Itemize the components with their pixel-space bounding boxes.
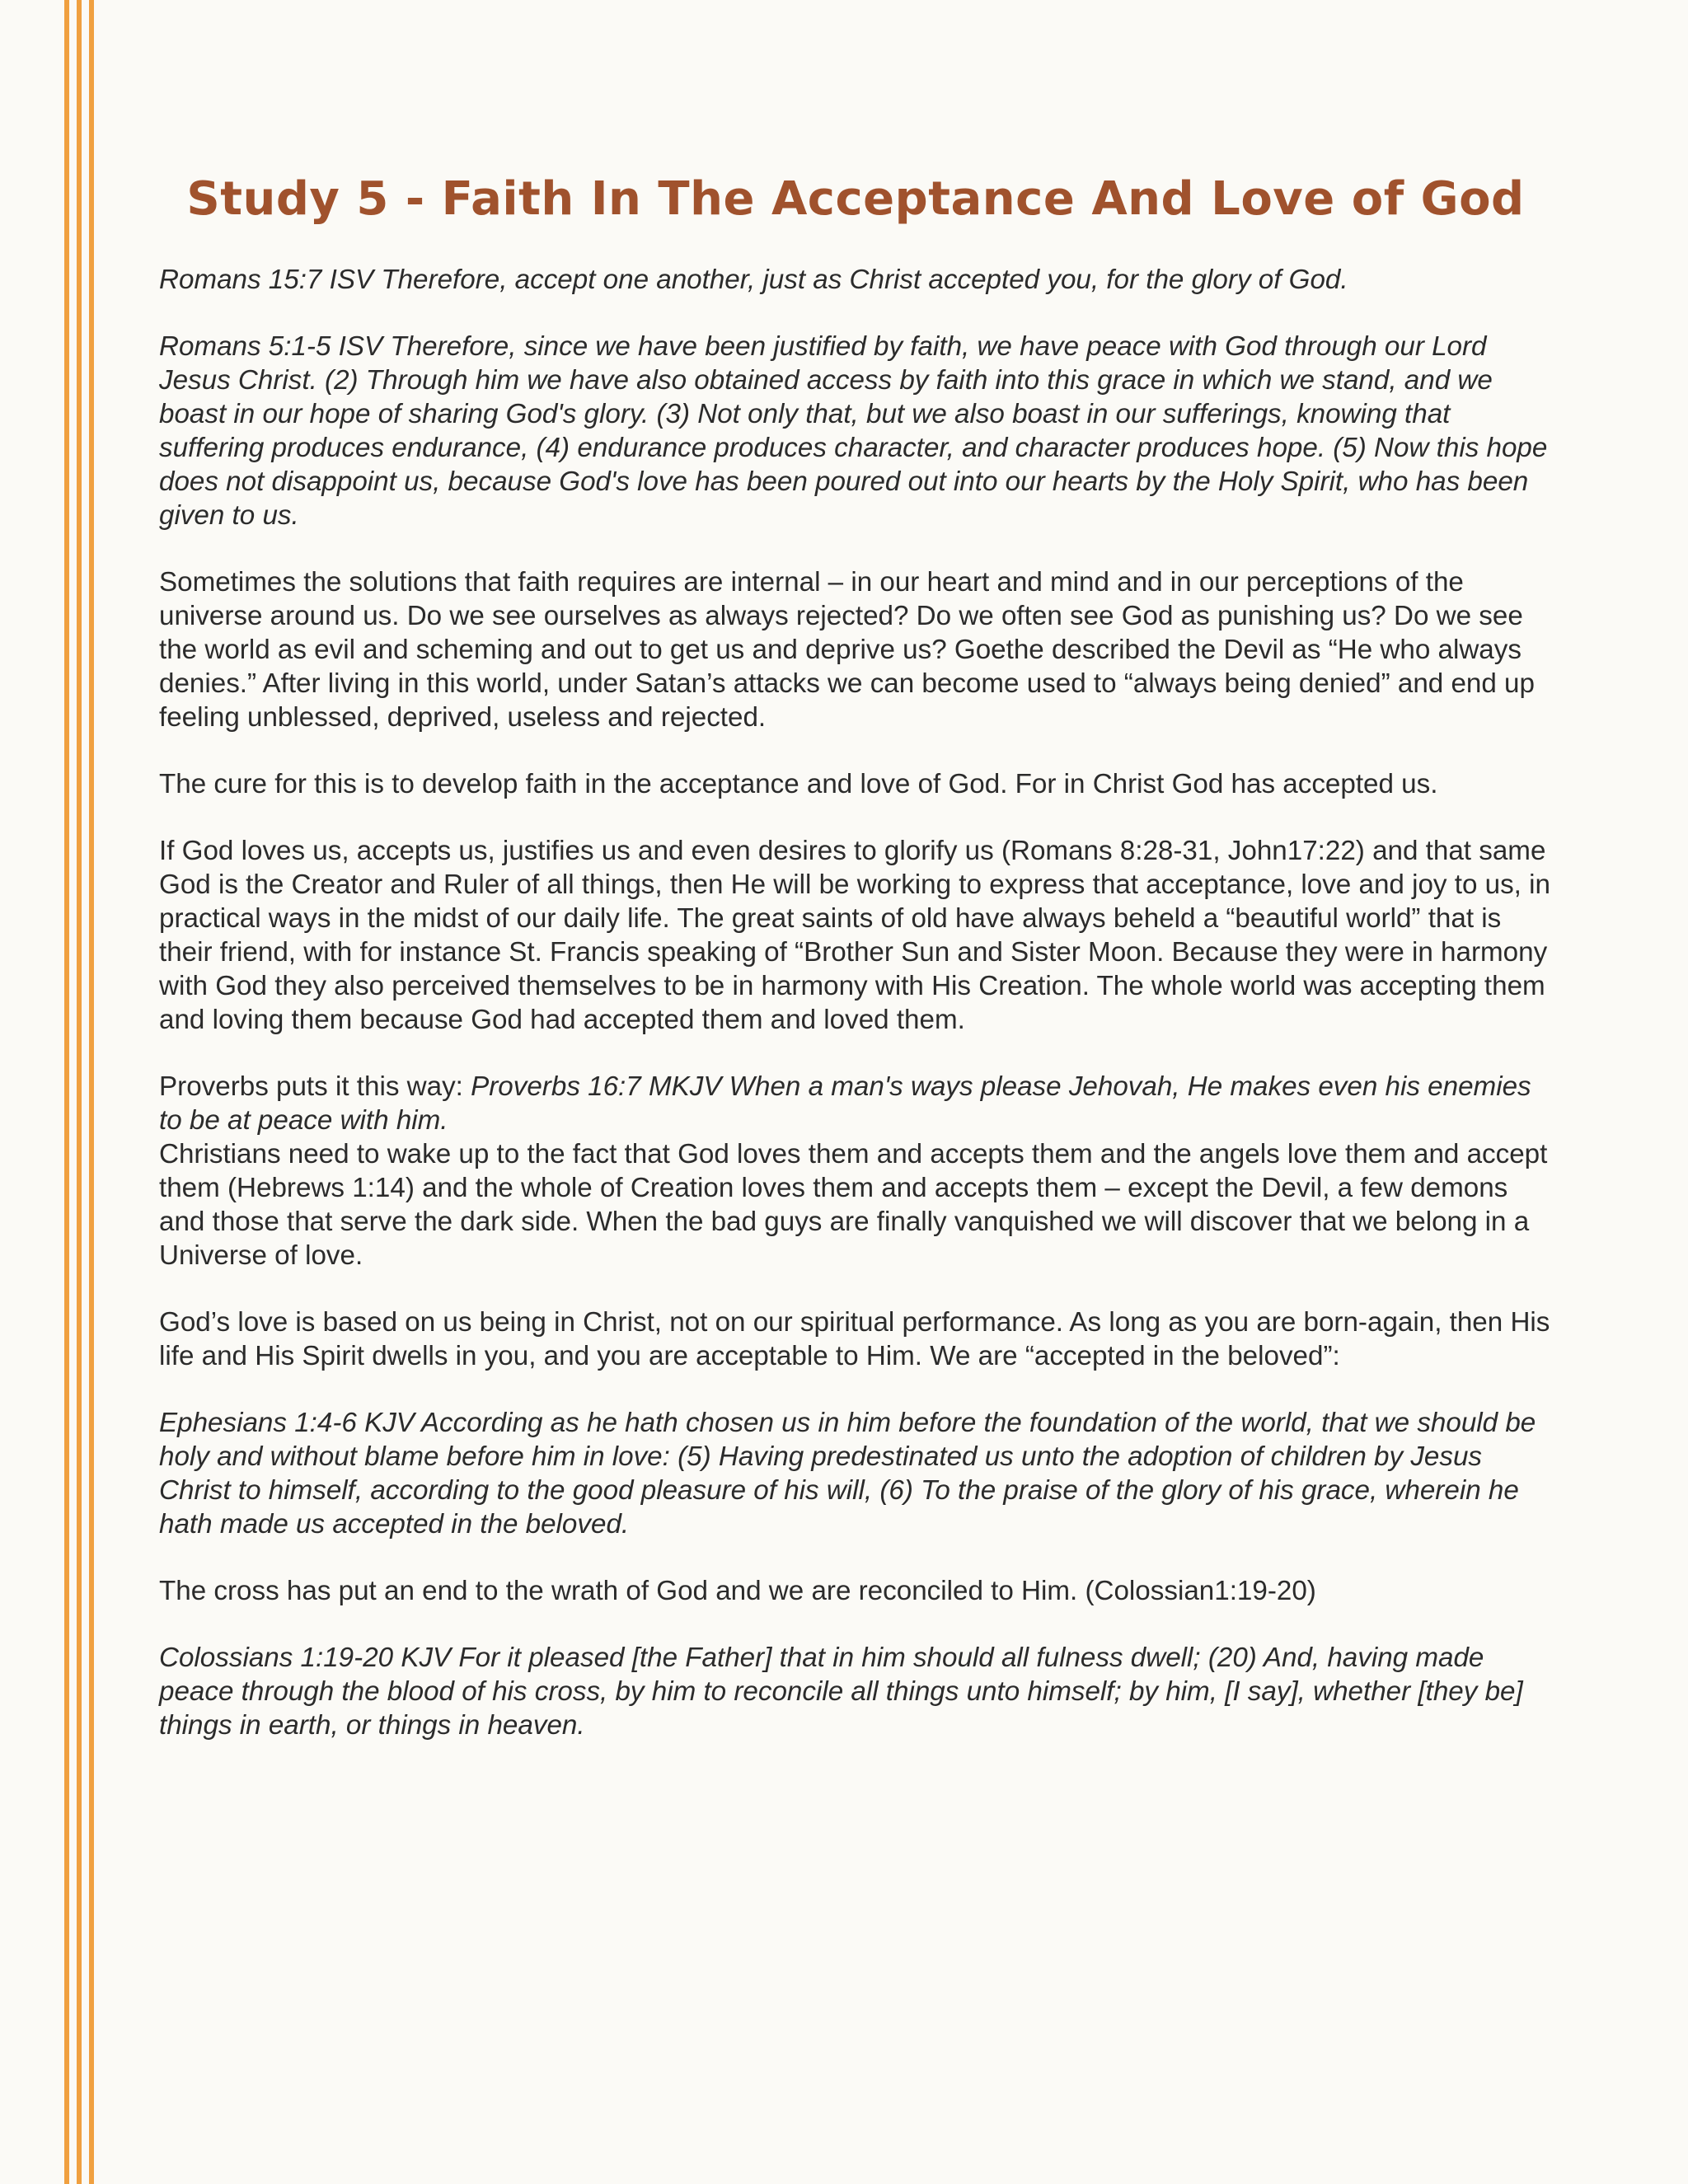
scripture-proverbs-16-7: Proverbs 16:7 MKJV When a man's ways please Jehovah, He makes even his enemies to be at peace with him.: [159, 1071, 1531, 1137]
paragraph-god-loves-us: If God loves us, accepts us, justifies us and even desires to glorify us (Romans 8:28-31, John17:22) and that same God is the Creator and Ruler of all things, then He will be working to express that acceptance, love and joy to us, in practical ways in the midst of our daily life. The great saints of old have always beheld a “beautiful world” that is their friend, with for instance St. Francis speaking of “Brother Sun and Sister Moon. Because they were in harmony with God they also perceived themselves to be in harmony with His Creation. The whole world was accepting them and loving them because God had accepted them and loved them.: [159, 836, 1550, 1036]
page-title: Study 5 - Faith In The Acceptance And Love of God: [186, 172, 1525, 226]
page-border-stripes: [64, 0, 94, 2184]
document-page: [159, 171, 1552, 1775]
paragraph-proverbs: [159, 1070, 1552, 1137]
proverbs-lead: Proverbs puts it this way:: [159, 1071, 471, 1103]
paragraph-christians-wake-up: Christians need to wake up to the fact that God loves them and accepts them and the angels love them and accept them (Hebrews 1:14) and the whole of Creation loves them and accepts them – except the Devil, a few demons and those that serve the dark side. When the bad guys are finally vanquished we will discover that we belong in a Universe of love.: [159, 1139, 1548, 1272]
border-stripe: [89, 0, 94, 2184]
paragraph-internal-solutions: Sometimes the solutions that faith requires are internal – in our heart and mind and in our perceptions of the universe around us. Do we see ourselves as always rejected? Do we often see God as punishing us? Do we see the world as evil and scheming and out to get us and deprive us? Goethe described the Devil as “He who always denies.” After living in this world, under Satan’s attacks we can become used to “always being denied” and end up feeling unblessed, deprived, useless and rejected.: [159, 567, 1535, 733]
border-stripe: [64, 0, 69, 2184]
scripture-romans-15-7: Romans 15:7 ISV Therefore, accept one another, just as Christ accepted you, for the glory of God.: [159, 265, 1348, 296]
paragraph-gods-love: God’s love is based on us being in Christ, not on our spiritual performance. As long as you are born-again, then His life and His Spirit dwells in you, and you are acceptable to Him. We are “accepted in the beloved”:: [159, 1307, 1550, 1372]
scripture-colossians-1-19-20: Colossians 1:19-20 KJV For it pleased [the Father] that in him should all fulness dwell; (20) And, having made peace through the blood of his cross, by him to reconcile all things unto himself; by him, [I say], whether [they be] things in earth, or things in heaven.: [159, 1643, 1523, 1741]
border-stripe: [77, 0, 82, 2184]
paragraph-cross: The cross has put an end to the wrath of God and we are reconciled to Him. (Colossian1:19-20): [159, 1576, 1316, 1607]
scripture-romans-5-1-5: Romans 5:1-5 ISV Therefore, since we have been justified by faith, we have peace with God through our Lord Jesus Christ. (2) Through him we have also obtained access by faith into this grace in which we stand, and we boast in our hope of sharing God's glory. (3) Not only that, but we also boast in our sufferings, knowing that suffering produces endurance, (4) endurance produces character, and character produces hope. (5) Now this hope does not disappoint us, because God's love has been poured out into our hearts by the Holy Spirit, who has been given to us.: [159, 331, 1548, 532]
scripture-ephesians-1-4-6: Ephesians 1:4-6 KJV According as he hath chosen us in him before the foundation of the world, that we should be holy and without blame before him in love: (5) Having predestinated us unto the adoption of children by Jesus Christ to himself, according to the good pleasure of his will, (6) To the praise of the glory of his grace, wherein he hath made us accepted in the beloved.: [159, 1408, 1536, 1540]
paragraph-cure: The cure for this is to develop faith in the acceptance and love of God. For in Christ God has accepted us.: [159, 769, 1438, 800]
